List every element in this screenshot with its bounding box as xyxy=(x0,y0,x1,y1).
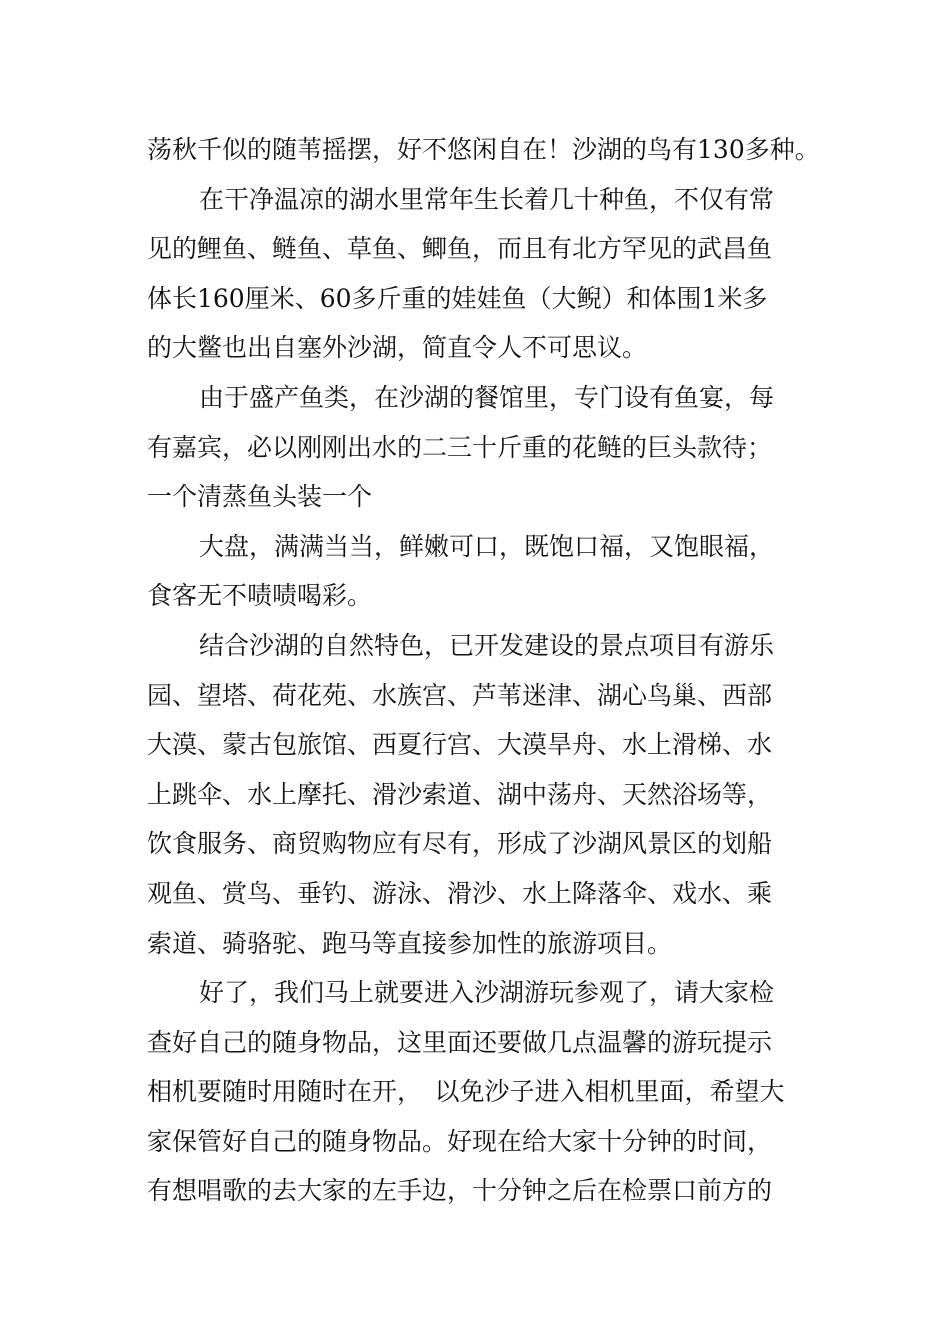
text-line: 园、望塔、荷花苑、水族宫、芦苇迷津、湖心鸟巢、西部 xyxy=(147,680,773,710)
text-line: 食客无不啧啧喝彩。 xyxy=(147,581,373,611)
text-line: 饮食服务、商贸购物应有尽有，形成了沙湖风景区的划船 xyxy=(147,829,773,859)
text-line: 索道、骑骆驼、跑马等直接参加性的旅游项目。 xyxy=(147,928,673,958)
text-line: 荡秋千似的随苇摇摆，好不悠闲自在！沙湖的鸟有130多种。 xyxy=(147,135,820,164)
text-line: 见的鲤鱼、鲢鱼、草鱼、鲫鱼，而且有北方罕见的武昌鱼 xyxy=(147,234,773,264)
text-line: 大盘，满满当当，鲜嫩可口，既饱口福，又饱眼福， xyxy=(199,531,775,561)
text-line: 由于盛产鱼类，在沙湖的餐馆里，专门设有鱼宴，每 xyxy=(199,382,775,412)
text-line: 的大鳖也出自塞外沙湖，简直令人不可思议。 xyxy=(147,333,648,363)
text-line: 结合沙湖的自然特色，已开发建设的景点项目有游乐 xyxy=(199,630,775,660)
text-line: 一个清蒸鱼头装一个 xyxy=(147,482,373,512)
text-line: 体长160厘米、60多斤重的娃娃鱼（大鲵）和体围1米多 xyxy=(147,283,768,313)
text-line: 上跳伞、水上摩托、滑沙索道、湖中荡舟、天然浴场等， xyxy=(147,779,773,809)
text-line: 有想唱歌的去大家的左手边，十分钟之后在检票口前方的 xyxy=(147,1176,773,1206)
text-line: 查好自己的随身物品，这里面还要做几点温馨的游玩提示 xyxy=(147,1027,773,1057)
text-line: 观鱼、赏鸟、垂钓、游泳、滑沙、水上降落伞、戏水、乘 xyxy=(147,878,773,908)
text-line: 在干净温凉的湖水里常年生长着几十种鱼，不仅有常 xyxy=(199,184,775,214)
text-line: 家保管好自己的随身物品。好现在给大家十分钟的时间， xyxy=(147,1126,773,1156)
text-line: 大漠、蒙古包旅馆、西夏行宫、大漠旱舟、水上滑梯、水 xyxy=(147,730,773,760)
text-line: 相机要随时用随时在开， 以免沙子进入相机里面，希望大 xyxy=(147,1077,785,1107)
document-body xyxy=(147,125,820,1216)
text-line: 有嘉宾，必以刚刚出水的二三十斤重的花鲢的巨头款待； xyxy=(147,432,773,462)
text-line: 好了，我们马上就要进入沙湖游玩参观了，请大家检 xyxy=(199,978,775,1008)
